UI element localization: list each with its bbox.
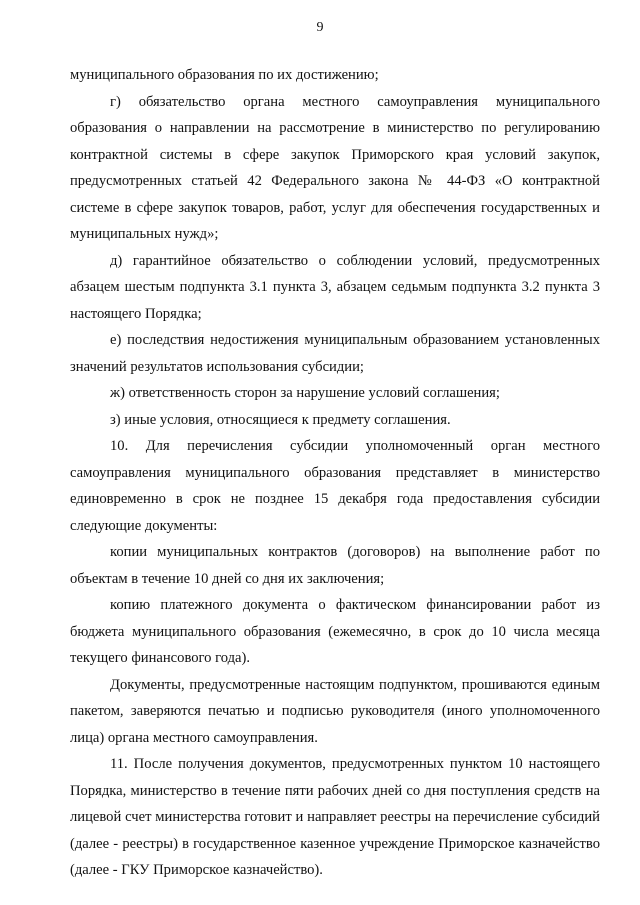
paragraph-contract-copies: копии муниципальных контрактов (договоров) на выполнение работ по объектам в течение 10 дней со дня их заключения;: [70, 544, 600, 587]
paragraph-item-zh: ж) ответственность сторон за нарушение условий соглашения;: [110, 385, 500, 401]
paragraph-documents-binding: Документы, предусмотренные настоящим подпунктом, прошиваются единым пакетом, заверяются печатью и подписью руководителя (иного уполномоченного лица) органа местного самоуправления.: [70, 676, 600, 746]
paragraph-section-10: 10. Для перечисления субсидии уполномоченный орган местного самоуправления муниципального образования представляет в министерство единовременно в срок не позднее 15 декабря года предоставления субсидии следующие документы:: [70, 438, 600, 534]
paragraph-item-g: г) обязательство органа местного самоуправления муниципального образования о направлении на рассмотрение в министерство по регулированию контрактной системы в сфере закупок Приморского края условий закупок, предусмотренных статьей 42 Федерального закона № 44-ФЗ «О контрактной системе в сфере закупок товаров, работ, услуг для обеспечения государственных и муниципальных нужд»;: [70, 93, 600, 242]
page-number: 9: [316, 20, 324, 35]
paragraph-item-d: д) гарантийное обязательство о соблюдении условий, предусмотренных абзацем шестым подпункта 3.1 пункта 3, абзацем седьмым подпункта 3.2 пункта 3 настоящего Порядка;: [70, 252, 600, 322]
paragraph-continuation: муниципального образования по их достижению;: [70, 67, 379, 83]
paragraph-item-e: е) последствия недостижения муниципальным образованием установленных значений результатов использования субсидии;: [70, 332, 600, 375]
paragraph-payment-document: копию платежного документа о фактическом финансировании работ из бюджета муниципального образования (ежемесячно, в срок до 10 числа месяца текущего финансового года).: [70, 597, 600, 666]
paragraph-item-z: з) иные условия, относящиеся к предмету соглашения.: [110, 411, 451, 428]
paragraph-section-11: 11. После получения документов, предусмотренных пунктом 10 настоящего Порядка, министерство в течение пяти рабочих дней со дня поступления средств на лицевой счет министерства готовит и направляет реестры на перечисление субсидий (далее - реестры) в государственное казенное учреждение Приморское казначейство (далее - ГКУ Приморское казначейство).: [70, 756, 600, 878]
document-body: [70, 62, 600, 884]
